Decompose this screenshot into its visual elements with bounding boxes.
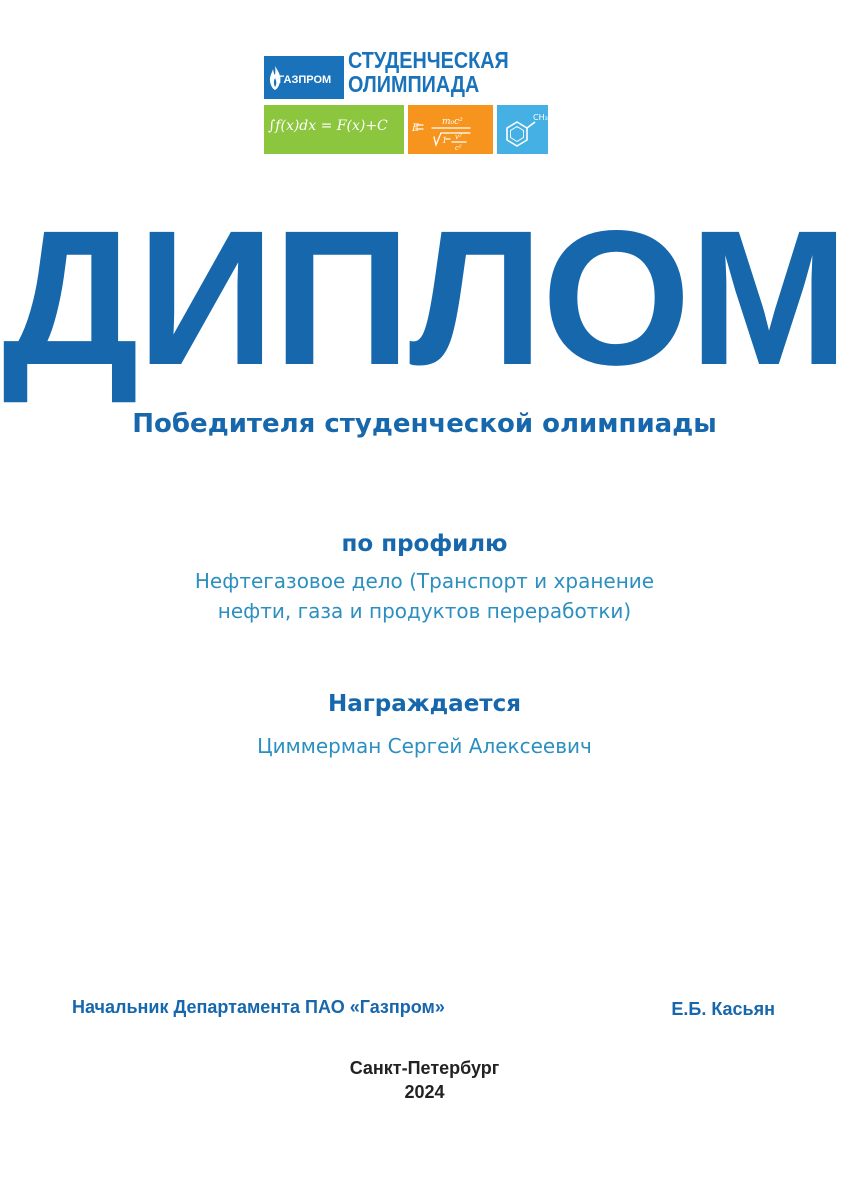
logo-title — [348, 48, 509, 96]
awarded-label: Награждается — [327, 691, 522, 717]
integral-formula: ∫f(x)dx = F(x)+C — [268, 118, 388, 134]
profile-line-1: Нефтегазовое дело (Транспорт и хранение — [194, 569, 655, 593]
logo-title-line2: ОЛИМПИАДА — [348, 71, 480, 97]
document-subtitle: Победителя студенческой олимпиады — [132, 409, 717, 439]
profile-label: по профилю — [341, 531, 508, 557]
city: Санкт-Петербург — [349, 1058, 500, 1078]
toluene-molecule-icon — [497, 105, 548, 154]
signer-name: Е.Б. Касьян — [671, 999, 775, 1019]
math-tile — [264, 105, 404, 154]
olympiad-logo — [264, 48, 548, 154]
brand-name: ГАЗПРОМ — [278, 74, 332, 86]
svg-text:CH₃: CH₃ — [533, 113, 548, 122]
svg-text:1: 1 — [442, 136, 448, 145]
svg-text:m₀c²: m₀c² — [442, 117, 463, 127]
logo-header — [264, 48, 548, 100]
relativistic-energy-formula-icon — [408, 105, 493, 154]
year: 2024 — [404, 1082, 445, 1102]
chemistry-tile — [497, 105, 548, 154]
svg-text:E: E — [412, 123, 420, 134]
gazprom-brand-box — [264, 56, 344, 99]
svg-text:c²: c² — [455, 144, 462, 152]
physics-tile — [408, 105, 493, 154]
document-title: ДИПЛОМ — [2, 190, 847, 405]
svg-text:v²: v² — [455, 133, 462, 141]
logo-title-line1: СТУДЕНЧЕСКАЯ — [348, 47, 509, 73]
recipient-name: Циммерман Сергей Алексеевич — [257, 734, 592, 758]
profile-line-2: нефти, газа и продуктов переработки) — [217, 599, 632, 623]
signer-position: Начальник Департамента ПАО «Газпром» — [72, 997, 445, 1017]
